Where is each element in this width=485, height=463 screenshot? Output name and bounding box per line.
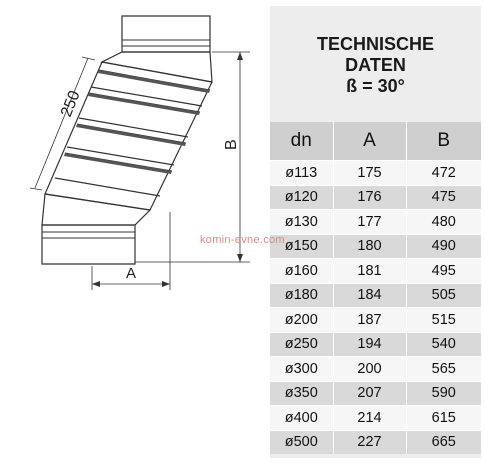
cell-dn: ø400	[270, 406, 333, 431]
cell-b: 565	[406, 357, 481, 382]
table-row	[270, 185, 481, 210]
cell-dn: ø200	[270, 308, 333, 333]
cell-dn: ø250	[270, 332, 333, 357]
lower-segment	[42, 194, 150, 225]
cell-dn: ø500	[270, 430, 333, 454]
cell-b: 665	[406, 430, 481, 454]
dimension-a-label: A	[126, 265, 137, 282]
cell-b: 475	[406, 185, 481, 210]
cell-dn: ø160	[270, 259, 333, 284]
table-row	[270, 308, 481, 333]
cell-b: 490	[406, 234, 481, 259]
heading-line-2: DATEN	[345, 55, 406, 75]
header-a: A	[333, 122, 406, 161]
cell-b: 505	[406, 283, 481, 308]
table-row	[270, 430, 481, 454]
table-row	[270, 161, 481, 186]
cell-b: 590	[406, 381, 481, 406]
cell-a: 214	[333, 406, 406, 431]
cell-b: 515	[406, 308, 481, 333]
table-row	[270, 381, 481, 406]
cell-a: 184	[333, 283, 406, 308]
upper-segment	[102, 52, 212, 82]
bottom-collar	[42, 225, 135, 264]
dimensions-table	[270, 122, 481, 454]
dimension-b-label: B	[223, 139, 240, 150]
cell-b: 480	[406, 210, 481, 235]
cell-a: 175	[333, 161, 406, 186]
cell-b: 615	[406, 406, 481, 431]
cell-a: 200	[333, 357, 406, 382]
cell-a: 176	[333, 185, 406, 210]
header-b: B	[406, 122, 481, 161]
header-dn: dn	[270, 122, 333, 161]
table-row	[270, 283, 481, 308]
table-row	[270, 357, 481, 382]
technical-data-panel	[270, 6, 481, 458]
cell-dn: ø350	[270, 381, 333, 406]
cell-dn: ø120	[270, 185, 333, 210]
cell-b: 495	[406, 259, 481, 284]
cell-b: 472	[406, 161, 481, 186]
table-row	[270, 234, 481, 259]
cell-dn: ø113	[270, 161, 333, 186]
cell-a: 177	[333, 210, 406, 235]
cell-a: 194	[333, 332, 406, 357]
cell-a: 180	[333, 234, 406, 259]
cell-a: 227	[333, 430, 406, 454]
table-body	[270, 161, 481, 455]
table-row	[270, 406, 481, 431]
heading-line-1: TECHNISCHE	[316, 34, 434, 54]
cell-a: 207	[333, 381, 406, 406]
top-collar	[122, 16, 210, 52]
cell-b: 540	[406, 332, 481, 357]
cell-dn: ø150	[270, 234, 333, 259]
dimension-250-label: 250	[57, 88, 84, 120]
watermark: komin-evne.com	[200, 234, 285, 246]
table-row	[270, 332, 481, 357]
cell-a: 187	[333, 308, 406, 333]
cell-dn: ø130	[270, 210, 333, 235]
pipe-body-right	[150, 82, 212, 210]
table-header-row	[270, 122, 481, 161]
panel-heading	[270, 34, 481, 97]
cell-a: 181	[333, 259, 406, 284]
cell-dn: ø180	[270, 283, 333, 308]
cell-dn: ø300	[270, 357, 333, 382]
table-row	[270, 210, 481, 235]
table-row	[270, 259, 481, 284]
heading-line-3: ß = 30°	[346, 76, 405, 96]
